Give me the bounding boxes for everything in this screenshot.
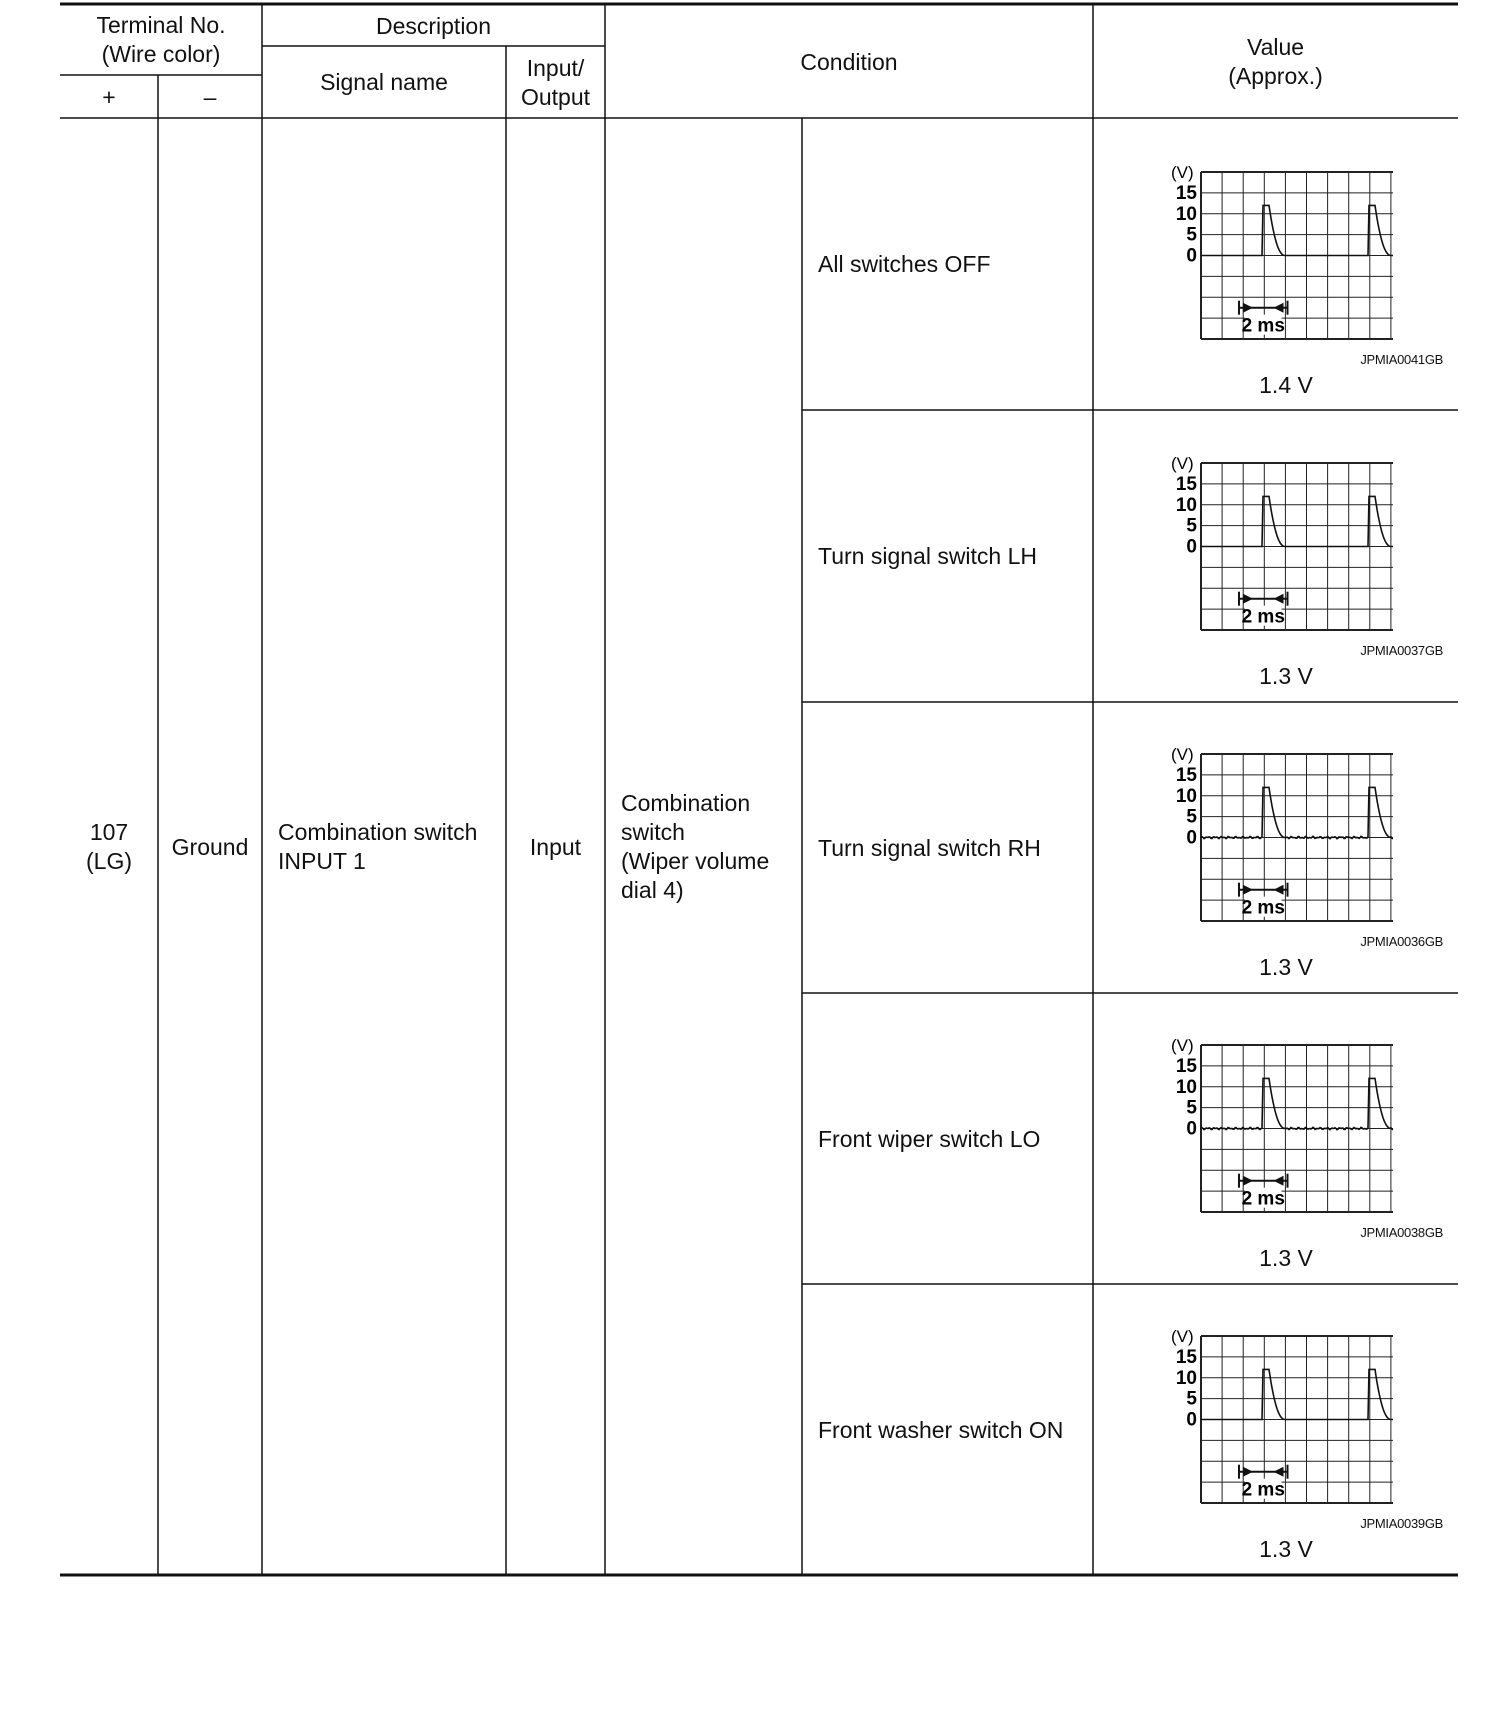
value-label-line2: (Approx.)	[1228, 63, 1323, 89]
plus-label: +	[102, 83, 116, 110]
io-label-line1: Input/	[526, 54, 585, 81]
waveform-chart	[1133, 150, 1393, 350]
header-signal-name	[262, 47, 506, 118]
terminal-value: 107	[89, 819, 129, 845]
axis-tick-label: 0	[1186, 827, 1197, 849]
condition-line2: switch	[621, 819, 685, 845]
description-label: Description	[375, 12, 492, 39]
waveform-chart	[1133, 1314, 1393, 1514]
header-condition	[605, 6, 1093, 118]
time-division-label: 2 ms	[1241, 606, 1285, 628]
condition-line4: dial 4)	[621, 877, 684, 903]
terminal-number	[60, 119, 158, 1575]
header-input-output	[506, 47, 605, 118]
wire-color-value: (LG)	[86, 848, 132, 874]
input-output	[506, 119, 605, 1575]
axis-tick-label: 10	[1175, 1367, 1197, 1389]
condition-main	[621, 119, 801, 1575]
sub-condition-label: All switches OFF	[818, 251, 991, 277]
time-division-label: 2 ms	[1241, 1188, 1285, 1210]
voltage-value: 1.3 V	[1259, 1245, 1313, 1271]
waveform-chart	[1133, 732, 1393, 932]
signal-name	[278, 119, 504, 1575]
signal-name-line2: INPUT 1	[278, 848, 366, 874]
axis-tick-label: 0	[1186, 536, 1197, 558]
figure-code: JPMIA0039GB	[1360, 1516, 1443, 1531]
axis-tick-label: 15	[1175, 473, 1197, 495]
voltage-value: 1.3 V	[1259, 1536, 1313, 1562]
sub-condition-label: Front wiper switch LO	[818, 1125, 1041, 1152]
axis-tick-label: 15	[1175, 182, 1197, 204]
minus-label: –	[203, 83, 217, 110]
figure-code: JPMIA0037GB	[1360, 643, 1443, 658]
figure-code: JPMIA0038GB	[1360, 1225, 1443, 1240]
condition-line3: (Wiper volume	[621, 848, 770, 874]
axis-tick-label: 10	[1175, 785, 1197, 807]
wire-color-label: (Wire color)	[101, 41, 221, 67]
signal-name-label: Signal name	[320, 69, 448, 95]
sub-condition-all-off	[818, 119, 1093, 410]
axis-tick-label: 15	[1175, 1346, 1197, 1368]
axis-unit-label: (V)	[1171, 1327, 1194, 1346]
time-division-label: 2 ms	[1241, 1479, 1285, 1501]
header-terminal-no	[60, 6, 262, 74]
axis-tick-label: 10	[1175, 1076, 1197, 1098]
ground-value: Ground	[171, 833, 249, 860]
axis-tick-label: 0	[1186, 1409, 1197, 1431]
voltage-value: 1.3 V	[1259, 663, 1313, 689]
condition-label: Condition	[800, 48, 898, 75]
header-description	[262, 6, 605, 46]
axis-tick-label: 15	[1175, 1055, 1197, 1077]
axis-tick-label: 0	[1186, 1118, 1197, 1140]
sub-condition-turn-lh	[818, 411, 1093, 702]
io-label-line2: Output	[520, 83, 591, 110]
sub-condition-turn-rh	[818, 703, 1093, 993]
voltage-value: 1.3 V	[1259, 954, 1313, 980]
signal-name-line1: Combination switch	[278, 819, 478, 845]
axis-tick-label: 5	[1186, 1097, 1197, 1119]
header-minus	[158, 76, 262, 118]
value-label-line1: Value	[1246, 34, 1305, 60]
time-division-label: 2 ms	[1241, 315, 1285, 337]
axis-tick-label: 0	[1186, 245, 1197, 267]
axis-tick-label: 5	[1186, 806, 1197, 828]
axis-tick-label: 10	[1175, 203, 1197, 225]
axis-tick-label: 5	[1186, 224, 1197, 246]
waveform-chart	[1133, 441, 1393, 641]
figure-code: JPMIA0041GB	[1360, 352, 1443, 367]
axis-tick-label: 5	[1186, 1388, 1197, 1410]
axis-unit-label: (V)	[1171, 745, 1194, 764]
waveform-chart	[1133, 1023, 1393, 1223]
minus-terminal	[158, 119, 262, 1575]
axis-tick-label: 10	[1175, 494, 1197, 516]
sub-condition-wiper-lo	[818, 994, 1093, 1284]
figure-code: JPMIA0036GB	[1360, 934, 1443, 949]
voltage-value: 1.4 V	[1259, 372, 1313, 398]
sub-condition-label: Turn signal switch RH	[818, 834, 1041, 861]
sub-condition-label: Turn signal switch LH	[818, 543, 1038, 569]
header-plus	[60, 76, 158, 118]
header-value	[1093, 6, 1458, 118]
axis-tick-label: 5	[1186, 515, 1197, 537]
axis-unit-label: (V)	[1171, 1036, 1194, 1055]
sub-condition-label: Front washer switch ON	[818, 1416, 1064, 1443]
time-division-label: 2 ms	[1241, 897, 1285, 919]
terminal-no-label: Terminal No.	[96, 12, 226, 38]
io-value: Input	[529, 833, 582, 860]
axis-unit-label: (V)	[1171, 454, 1194, 473]
sub-condition-washer-on	[818, 1285, 1093, 1575]
condition-line1: Combination	[621, 790, 751, 816]
axis-tick-label: 15	[1175, 764, 1197, 786]
axis-unit-label: (V)	[1171, 163, 1194, 182]
